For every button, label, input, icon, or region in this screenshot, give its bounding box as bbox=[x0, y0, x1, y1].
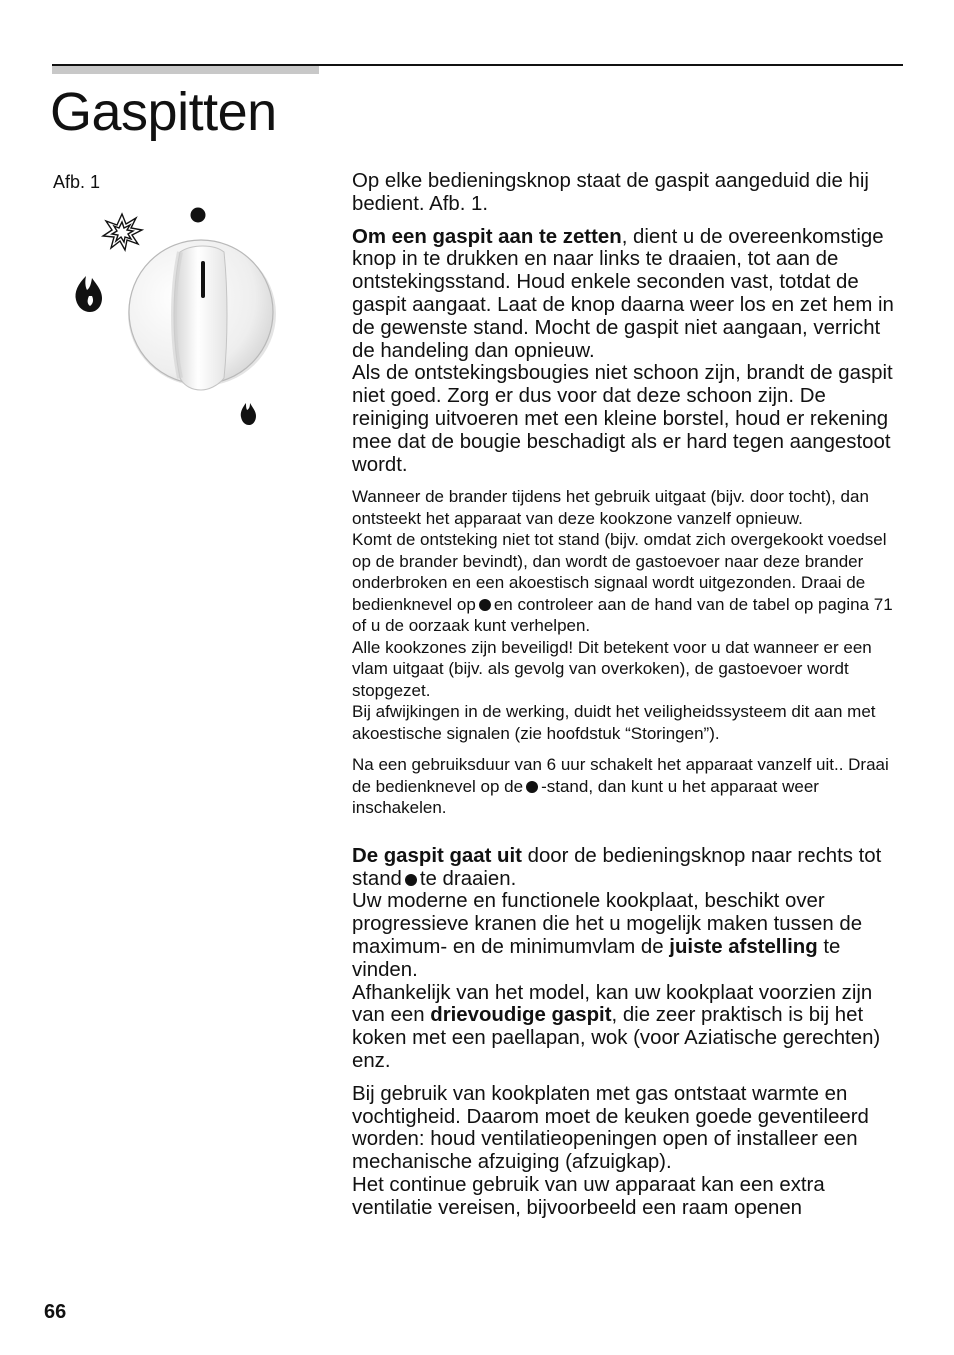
turn-off-paragraph: De gaspit gaat uit door de bedieningsknop naar rechts tot stand te draaien. bbox=[352, 844, 882, 890]
ignite-heading: Om een gaspit aan te zetten bbox=[352, 225, 622, 248]
main-text bbox=[352, 170, 908, 1220]
small-flame-icon bbox=[241, 403, 256, 425]
knob-figure bbox=[68, 200, 298, 440]
control-knob-icon bbox=[128, 240, 276, 390]
triple-burner-paragraph: Afhankelijk van het model, kan uw kookplaat voorzien zijn van een drievoudige gaspit, die zeer praktisch is bij het koken met een paellapan, wok (voor Aziatische gerechten) enz. bbox=[352, 981, 881, 1073]
ignite-paragraph: Om een gaspit aan te zetten, dient u de overeenkomstige knop in te drukken en naar links te draaien, tot aan de ontstekingsstand. Houd enkele seconden vast, totdat de gaspit aangaat. Laat de knop daarna weer los en zet hem in de gewenste stand. Mocht de gaspit niet aangaan, verricht de handeling dan opnieuw. bbox=[352, 225, 894, 362]
turn-off-heading: De gaspit gaat uit bbox=[352, 844, 522, 867]
off-dot-icon bbox=[191, 208, 206, 223]
extra-ventilation-paragraph: Het continue gebruik van uw apparaat kan een extra ventilatie vereisen, bijvoorbeeld een raam openen bbox=[352, 1174, 825, 1219]
note-signals: Bij afwijkingen in de werking, duidt het veiligheidssysteem dit aan met akoestische signalen (zie hoofdstuk “Storingen”). bbox=[352, 702, 876, 743]
note-reignite: Wanneer de brander tijdens het gebruik uitgaat (bijv. door tocht), dan ontsteekt het apparaat van deze kookzone vanzelf opnieuw. bbox=[352, 487, 869, 528]
spark-icon bbox=[103, 214, 142, 250]
off-dot-icon bbox=[526, 781, 538, 793]
intro-paragraph: Op elke bedieningsknop staat de gaspit aangeduid die hij bedient. Afb. 1. bbox=[352, 170, 869, 215]
page-number: 66 bbox=[44, 1301, 67, 1323]
note-ignition-fail: Komt de ontsteking niet tot stand (bijv. omdat zich overgekookt voedsel op de brander bevindt), dan wordt de gastoevoer naar deze brander onderbroken en een akoestisch signaal wordt uitgezonden. Draai de bedienknevel op en controleer aan de hand van de tabel op pagina 71 of u de oorzaak kunt verhelpen. bbox=[352, 530, 893, 636]
spark-plug-paragraph: Als de ontstekingsbougies niet schoon zijn, brandt de gaspit niet goed. Zorg er dus voor dat deze schoon zijn. De reiniging uitvoeren met een kleine borstel, houd er rekening mee dat de bougie beschadigt als er hard tegen aangestoot wordt. bbox=[352, 362, 893, 476]
figure-label: Afb. 1 bbox=[53, 172, 101, 192]
large-flame-icon bbox=[75, 276, 102, 312]
valves-paragraph: Uw moderne en functionele kookplaat, beschikt over progressieve kranen die het u mogelijk maken tussen de maximum- en de minimumvlam de juiste afstelling te vinden. bbox=[352, 890, 863, 981]
page-title: Gaspitten bbox=[50, 82, 277, 142]
off-dot-icon bbox=[405, 874, 417, 886]
off-dot-icon bbox=[479, 599, 491, 611]
note-safety: Alle kookzones zijn beveiligd! Dit betekent voor u dat wanneer er een vlam uitgaat (bijv. als gevolg van overkoken), de gastoevoer wordt stopgezet. bbox=[352, 637, 872, 700]
ventilation-paragraph: Bij gebruik van kookplaten met gas ontstaat warmte en vochtigheid. Daarom moet de keuken goede geventileerd worden: houd ventilatieopeningen open of installeer een mechanische afzuiging (afzuigkap). bbox=[352, 1082, 869, 1174]
header-accent-bar bbox=[52, 66, 319, 74]
note-auto-off: Na een gebruiksduur van 6 uur schakelt het apparaat vanzelf uit.. Draai de bedienknevel op de -stand, dan kunt u het apparaat weer inschakelen. bbox=[352, 755, 889, 818]
